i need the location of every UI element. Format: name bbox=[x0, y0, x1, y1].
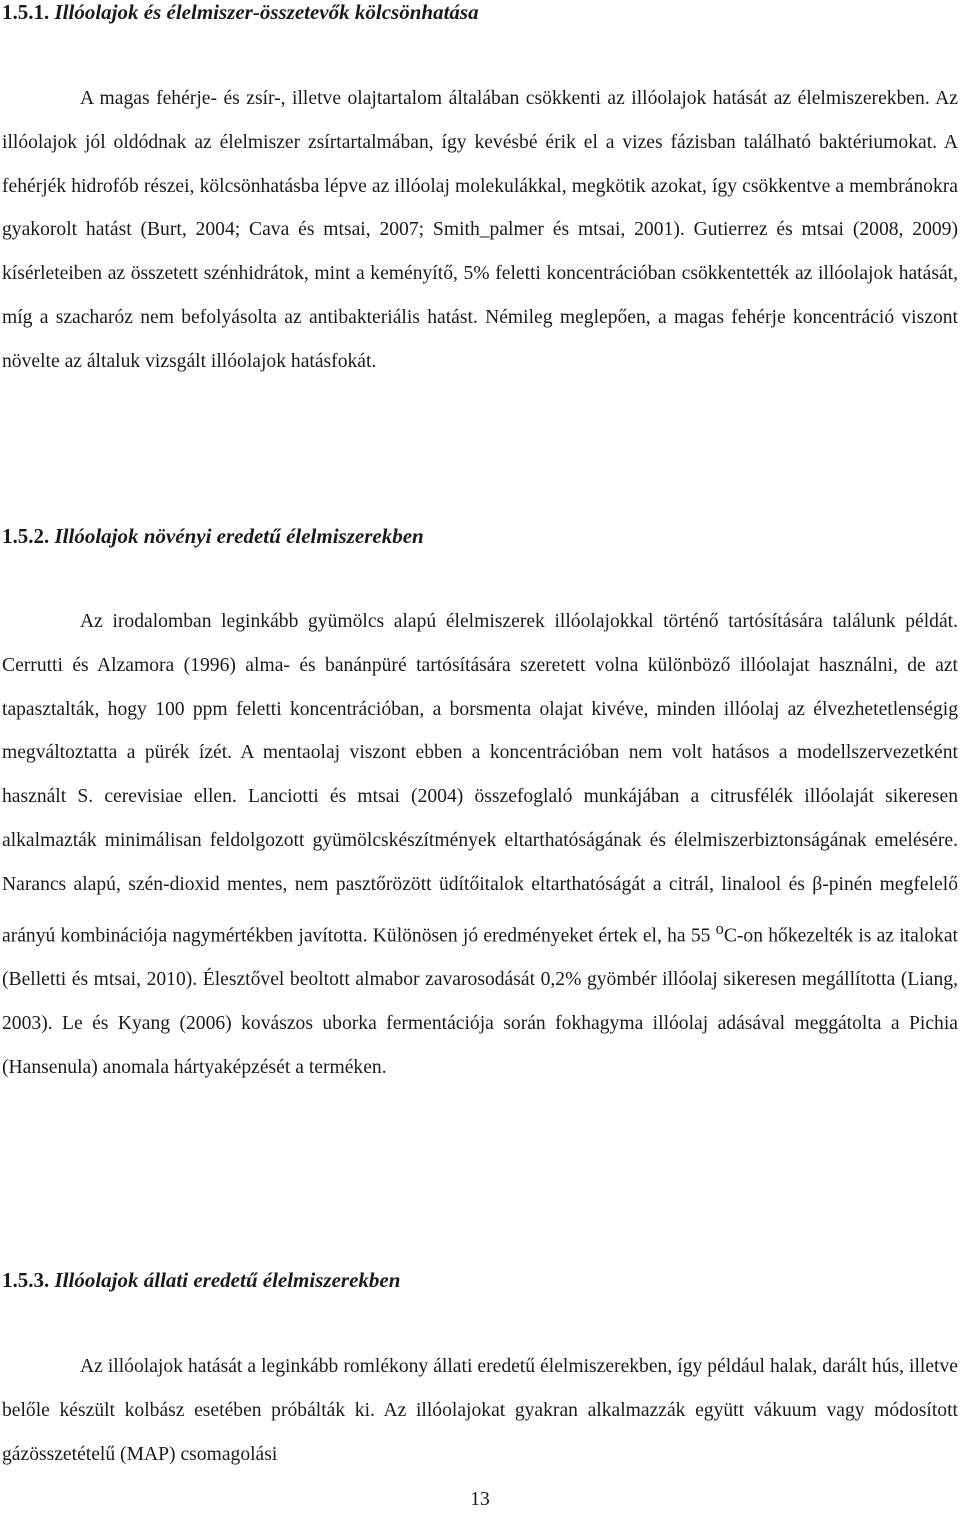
degree-superscript: o bbox=[715, 918, 724, 938]
section-title: Illóolajok növényi eredetű élelmiszerekben bbox=[54, 524, 424, 548]
section-title: Illóolajok és élelmiszer-összetevők kölcsönhatása bbox=[54, 0, 479, 24]
section-paragraph-1-5-2 bbox=[2, 600, 958, 1089]
page-number: 13 bbox=[470, 1489, 490, 1510]
section-number: 1.5.3. bbox=[2, 1268, 50, 1292]
section-heading-1-5-2 bbox=[2, 524, 424, 548]
section-number: 1.5.1. bbox=[2, 0, 50, 24]
section-heading-1-5-1 bbox=[2, 0, 479, 24]
section-title: Illóolajok állati eredetű élelmiszerekben bbox=[54, 1268, 401, 1292]
section-paragraph-1-5-1: A magas fehérje- és zsír-, illetve olajtartalom általában csökkenti az illóolajok hatását az élelmiszerekben. Az illóolajok jól oldódnak az élelmiszer zsírtartalmában, így kevésbé érik el a vizes fázisban található baktériumokat. A fehérjék hidrofób részei, kölcsönhatásba lépve az illóolaj molekulákkal, megkötik azokat, így csökkentve a membránokra gyakorolt hatást (Burt, 2004; Cava és mtsai, 2007; Smith_palmer és mtsai, 2001). Gutierrez és mtsai (2008, 2009) kísérleteiben az összetett szénhidrátok, mint a keményítő, 5% feletti koncentrációban csökkentették az illóolajok hatását, míg a szacharóz nem befolyásolta az antibakteriális hatást. Némileg meglepően, a magas fehérje koncentráció viszont növelte az általuk vizsgált illóolajok hatásfokát. bbox=[2, 88, 958, 372]
section-paragraph-1-5-3: Az illóolajok hatását a leginkább romlékony állati eredetű élelmiszerekben, így például halak, darált hús, illetve belőle készült kolbász esetében próbálták ki. Az illóolajokat gyakran alkalmazzák együtt vákuum vagy módosított gázösszetételű (MAP) csomagolási bbox=[2, 1356, 958, 1465]
paragraph-text-part-2: C-on hőkezelték is az italokat (Belletti és mtsai, 2010). Élesztővel beoltott almabor zavarosodását 0,2% gyömbér illóolaj sikeresen megállította (Liang, 2003). Le és Kyang (2006) kovászos uborka fermentációja során fokhagyma illóolaj adásával meggátolta a Pichia (Hansenula) anomala hártyaképzését a terméken. bbox=[2, 925, 958, 1078]
section-heading-1-5-3 bbox=[2, 1268, 400, 1292]
section-number: 1.5.2. bbox=[2, 524, 50, 548]
paragraph-text-part-1: Az irodalomban leginkább gyümölcs alapú élelmiszerek illóolajokkal történő tartósítására találunk példát. Cerrutti és Alzamora (1996) alma- és banánpüré tartósítására szeretett volna különböző illóolajat használni, de azt tapasztalták, hogy 100 ppm feletti koncentrációban, a borsmenta olajat kivéve, minden illóolaj az élvezhetetlenségig megváltoztatta a pürék ízét. A mentaolaj viszont ebben a koncentrációban nem volt hatásos a modellszervezetként használt S. cerevisiae ellen. Lanciotti és mtsai (2004) összefoglaló munkájában a citrusfélék illóolaját sikeresen alkalmazták minimálisan feldolgozott gyümölcskészítmények eltarthatóságának és élelmiszerbiztonságának emelésére. Narancs alapú, szén-dioxid mentes, nem pasztőrözött üdítőitalok eltarthatóságát a citrál, linalool és β-pinén megfelelő arányú kombinációja nagymértékben javította. Különösen jó eredményeket értek el, ha 55 bbox=[2, 611, 958, 947]
